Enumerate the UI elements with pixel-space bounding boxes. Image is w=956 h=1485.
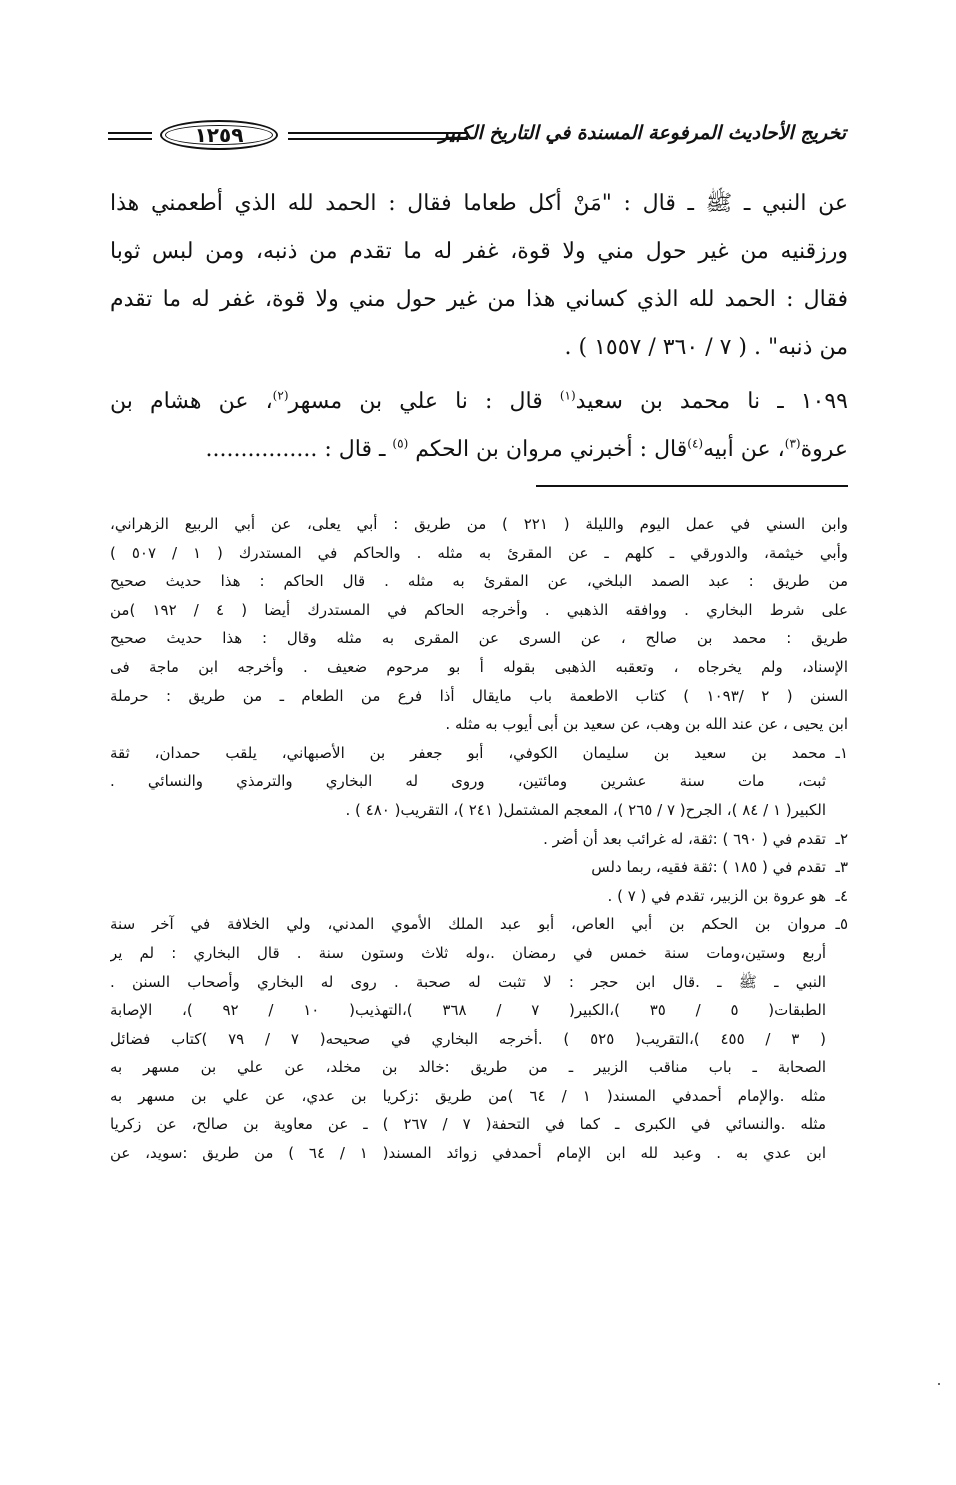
footnote-line: مثله .والنسائي في الكبرى ـ كما في التحفة( ٧ / ٢٦٧ ) ـ عن معاوية بن صالح، عن زكريا: [110, 1115, 826, 1134]
entry-text: قال : أخبرني مروان بن الحكم: [408, 437, 688, 462]
footnote-line: محمد بن سعيد بن سليمان الكوفي، أبو جعفر بن الأصبهاني، يلقب حمدان، ثقة: [110, 743, 826, 762]
footnote-line: وأبي خيثمة، والدورقي ـ كلهم ـ عن المقرئ به مثله . والحاكم في المستدرك ( ١ / ٥٠٧ ): [110, 543, 848, 562]
footnote-line: مروان بن الحكم بن أبي العاص، أبو عبد الملك الأموي المدني، ولي الخلافة في آخر سنة: [110, 915, 826, 934]
footnote-ref: (٤): [687, 436, 704, 451]
footnote-ref: (٥): [392, 436, 409, 451]
footnote-ref: (٣): [784, 436, 801, 451]
running-header: [108, 116, 846, 164]
footnote-line: الإسناد، ولم يخرجاه ، وتعقبه الذهبى بقوله أ بو مرحوم ضعيف . وأخرجه ابن ماجة فى: [110, 657, 848, 676]
footnote-line: وابن السني في عمل اليوم والليلة ( ٢٢١ ) من طريق : أبي يعلى، عن أبي الربيع الزهراني،: [110, 515, 848, 533]
footnote-continuation: [110, 510, 848, 739]
entry-text: عروة: [800, 437, 848, 462]
footnote-number: ٣ـ: [835, 858, 848, 877]
footnote-line: طريق : محمد بن صالح ، عن السرى عن المقرى به مثله وقال : هذا حديث صحيح: [110, 629, 848, 648]
footnote-line: أربع وستين،ومات سنة خمس في رمضان .،وله ثلاث وستون سنة . قال البخاري : لم ير: [110, 943, 826, 962]
book-title: تخريج الأحاديث المرفوعة المسندة في التاريخ الكبير: [439, 122, 846, 144]
footnote-number: ٢ـ: [835, 829, 848, 848]
page-number: ١٢٥٩: [194, 123, 244, 147]
header-rule-left: [108, 132, 152, 140]
footnote-separator: [536, 485, 848, 487]
footnote-ref: (١): [559, 388, 576, 403]
footnote-5: [110, 910, 848, 1167]
hadith-line: من ذنبه" . ( ٧ / ٣٦٠ / ١٥٥٧ ) .: [564, 335, 848, 360]
hadith-line: عن النبي ـ ﷺ ـ قال : "مَنْ أكل طعاما فقال : الحمد لله الذي أطعمني هذا: [110, 191, 848, 216]
entry-text: ، عن هشام بن: [110, 389, 273, 414]
footnote-line: ابن عدي به . وعبد لله ابن الإمام أحمدفي زوائد المسند( ١ / ٦٤ ) من طريق :سويد، عن: [110, 1144, 826, 1163]
hadith-line: ورزقنيه من غير حول مني ولا قوة، غفر له ما تقدم من ذنبه، ومن لبس ثوبا: [110, 239, 848, 264]
entry-text: ١٠٩٩ ـ نا محمد بن سعيد: [575, 389, 848, 414]
entry-text: قال : نا علي بن مسهر: [288, 389, 560, 414]
hadith-line: فقال : الحمد لله الذي كساني هذا من غير حول مني ولا قوة، غفر له ما تقدم: [110, 287, 848, 312]
hadith-text: [110, 180, 848, 372]
footnote-line: مثله .والإمام أحمدفي المسند( ١ / ٦٤ )من طريق :زكريا بن عدي، عن علي بن مسهر به: [110, 1086, 826, 1105]
footnote-line: تقدم في ( ٦٩٠ ) :ثقة، له غرائب بعد أن أضر .: [543, 829, 826, 848]
entry-line-1: [110, 378, 848, 426]
entry-text: ، عن أبيه: [703, 437, 785, 462]
footnote-3: [110, 853, 848, 882]
footnote-line: ثبت، مات سنة عشرين ومائتين، وروى له البخاري والترمذي والنسائي .: [110, 772, 826, 791]
footnote-4: [110, 882, 848, 911]
footnote-line: من طريق : عبد الصمد البلخي، عن المقرئ به مثله . قال الحاكم : هذا حديث صحيح: [110, 572, 848, 591]
footnote-line: ( ٣ / ٤٥٥ )،التقريب( ٥٢٥ ) .أخرجه البخاري في صحيحه( ٧ / ٧٩ )كتاب فضائل: [110, 1029, 826, 1048]
footnote-line: الطبقات( ٥ / ٣٥ )،الكبير( ٧ / ٣٦٨ )،التهذيب( ١٠ / ٩٢ )، الإصابة: [110, 1001, 826, 1020]
footnote-line: النبي ـ ﷺ ـ .قال ابن حجر : لا تثبت له صحبة . روى له البخاري وأصحاب السنن .: [110, 972, 826, 991]
footnote-line: السنن ( ٢ /١٠٩٣ ) كتاب الاطعمة باب مايقال أذا فرع من الطعام ـ من طريق : حرملة: [110, 686, 848, 705]
page-number-frame: [160, 120, 278, 150]
scan-speck: [938, 1383, 940, 1385]
footnote-2: [110, 825, 848, 854]
footnote-number: ٥ـ: [835, 915, 848, 934]
footnote-ref: (٢): [272, 388, 289, 403]
entry-text: ـ قال : ................: [205, 437, 393, 462]
footnote-line: ابن يحيى ، عن عند الله بن وهب، عن سعيد بن أبى أيوب به مثله .: [445, 715, 848, 734]
footnote-number: ١ـ: [835, 743, 848, 762]
footnote-line: هو عروة بن الزبير، تقدم في ( ٧ ) .: [607, 886, 826, 905]
footnotes: [110, 510, 848, 1168]
main-text: [110, 180, 848, 474]
entry-line-2: [110, 426, 848, 474]
footnote-line: على شرط البخاري . ووافقه الذهبي . وأخرجه الحاكم في المستدرك أيضا ( ٤ / ١٩٢ )من: [110, 600, 848, 619]
footnote-line: الكبير( ١ / ٨٤ )، الجرح( ٧ / ٢٦٥ )، المعجم المشتمل( ٢٤١ )، التقريب( ٤٨٠ ) .: [345, 800, 826, 819]
footnote-1: [110, 739, 848, 825]
hadith-entry: [110, 378, 848, 474]
footnote-number: ٤ـ: [835, 886, 848, 905]
footnote-line: تقدم في ( ١٨٥ ) :ثقة فقيه، ربما دلس: [591, 858, 826, 877]
footnote-line: الصحابة ـ باب مناقب الزبير ـ من طريق :خالد بن مخلد، عن علي بن مسهر به: [110, 1058, 826, 1077]
